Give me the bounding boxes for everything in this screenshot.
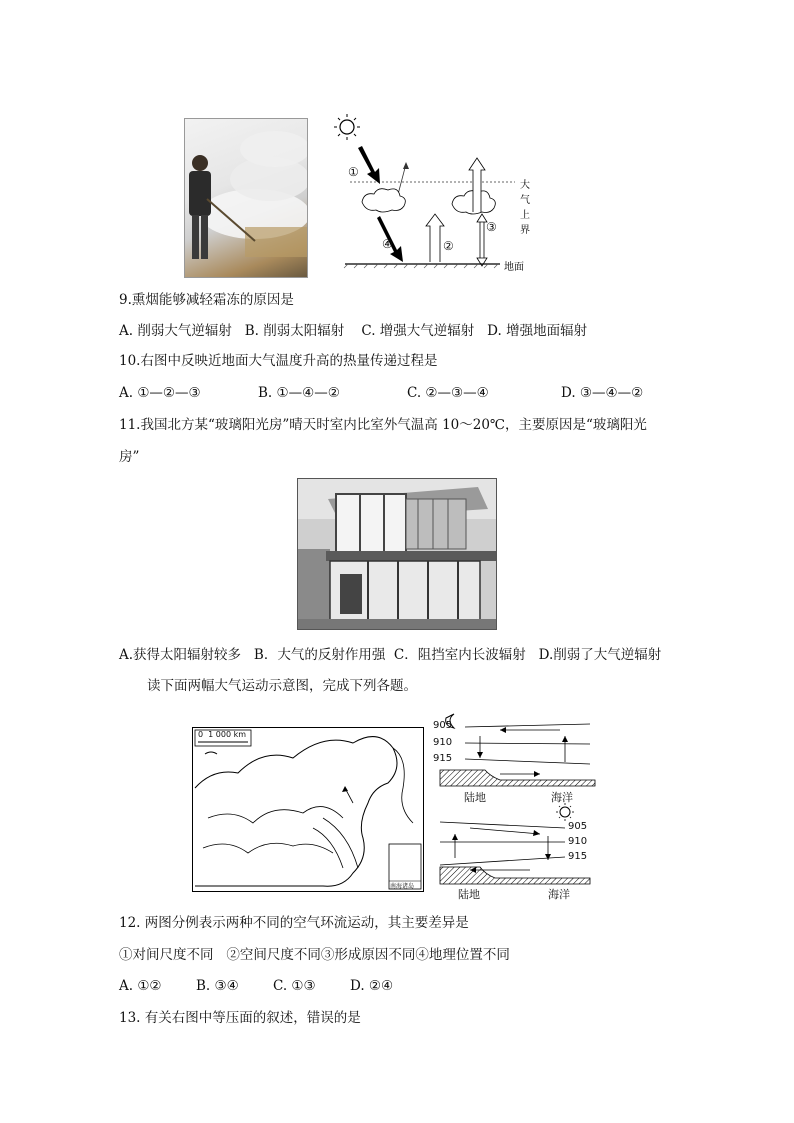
smoke-photo	[184, 118, 308, 278]
sun-icon	[334, 114, 360, 140]
intro-text: 读下面两幅大气运动示意图，完成下列各题。	[147, 678, 417, 694]
bottom-isobar-915: 915	[568, 851, 588, 862]
q11-options: A.获得太阳辐射较多 B．大气的反射作用强 C．阻挡室内长波辐射 D.削弱了大气逆辐射	[119, 647, 662, 663]
q11-stem-line2: 房”	[119, 449, 140, 465]
radiation-diagram	[330, 112, 530, 272]
china-map	[192, 727, 424, 892]
bottom-sea-label: 海洋	[548, 888, 570, 901]
label-atmosphere-top: 大气上界	[520, 180, 530, 236]
marker-4: ④	[382, 237, 393, 251]
q12-stem: 12. 两图分例表示两种不同的空气环流运动，其主要差异是	[119, 915, 469, 931]
sea-land-breeze-diagram	[430, 710, 600, 900]
bottom-land-label: 陆地	[458, 888, 480, 901]
q10-option-b: B. ①—④—②	[258, 385, 340, 401]
top-isobar-905: 905	[433, 720, 453, 731]
top-isobar-915: 915	[433, 753, 453, 764]
q10-option-d: D. ③—④—②	[561, 385, 644, 401]
q12-items: ①对间尺度不同 ②空间尺度不同③形成原因不同④地理位置不同	[119, 947, 510, 963]
q9-stem: 9.熏烟能够减轻霜冻的原因是	[119, 292, 294, 308]
q12-option-b: B. ③④	[196, 978, 239, 994]
q11-stem-line1: 11.我国北方某“玻璃阳光房”晴天时室内比室外气温高 10～20℃，主要原因是“玻璃阳光	[119, 417, 647, 433]
q12-option-c: C. ①③	[273, 978, 316, 994]
q10-option-a: A. ①—②—③	[119, 385, 201, 401]
bottom-isobar-905: 905	[568, 821, 588, 832]
top-land-label: 陆地	[464, 791, 486, 804]
sun-icon-small	[556, 803, 574, 821]
map-scale: 0 1 000 km	[198, 730, 247, 739]
q12-option-a: A. ①②	[119, 978, 162, 994]
sunroom-photo	[297, 478, 497, 630]
q10-option-c: C. ②—③—④	[407, 385, 489, 401]
bottom-isobar-910: 910	[568, 836, 588, 847]
label-ground: 地面	[504, 262, 524, 273]
q9-options: A. 削弱大气逆辐射 B. 削弱太阳辐射 C. 增强大气逆辐射 D. 增强地面辐射	[119, 323, 588, 339]
q10-stem: 10.右图中反映近地面大气温度升高的热量传递过程是	[119, 353, 438, 369]
top-isobar-910: 910	[433, 737, 453, 748]
marker-2: ②	[443, 239, 454, 253]
marker-3: ③	[486, 220, 497, 234]
marker-1: ①	[348, 165, 359, 179]
map-inset-label: 南海诸岛	[390, 883, 415, 890]
top-sea-label: 海洋	[551, 791, 573, 804]
q13-stem: 13. 有关右图中等压面的叙述，错误的是	[119, 1010, 361, 1026]
q12-option-d: D. ②④	[350, 978, 394, 994]
